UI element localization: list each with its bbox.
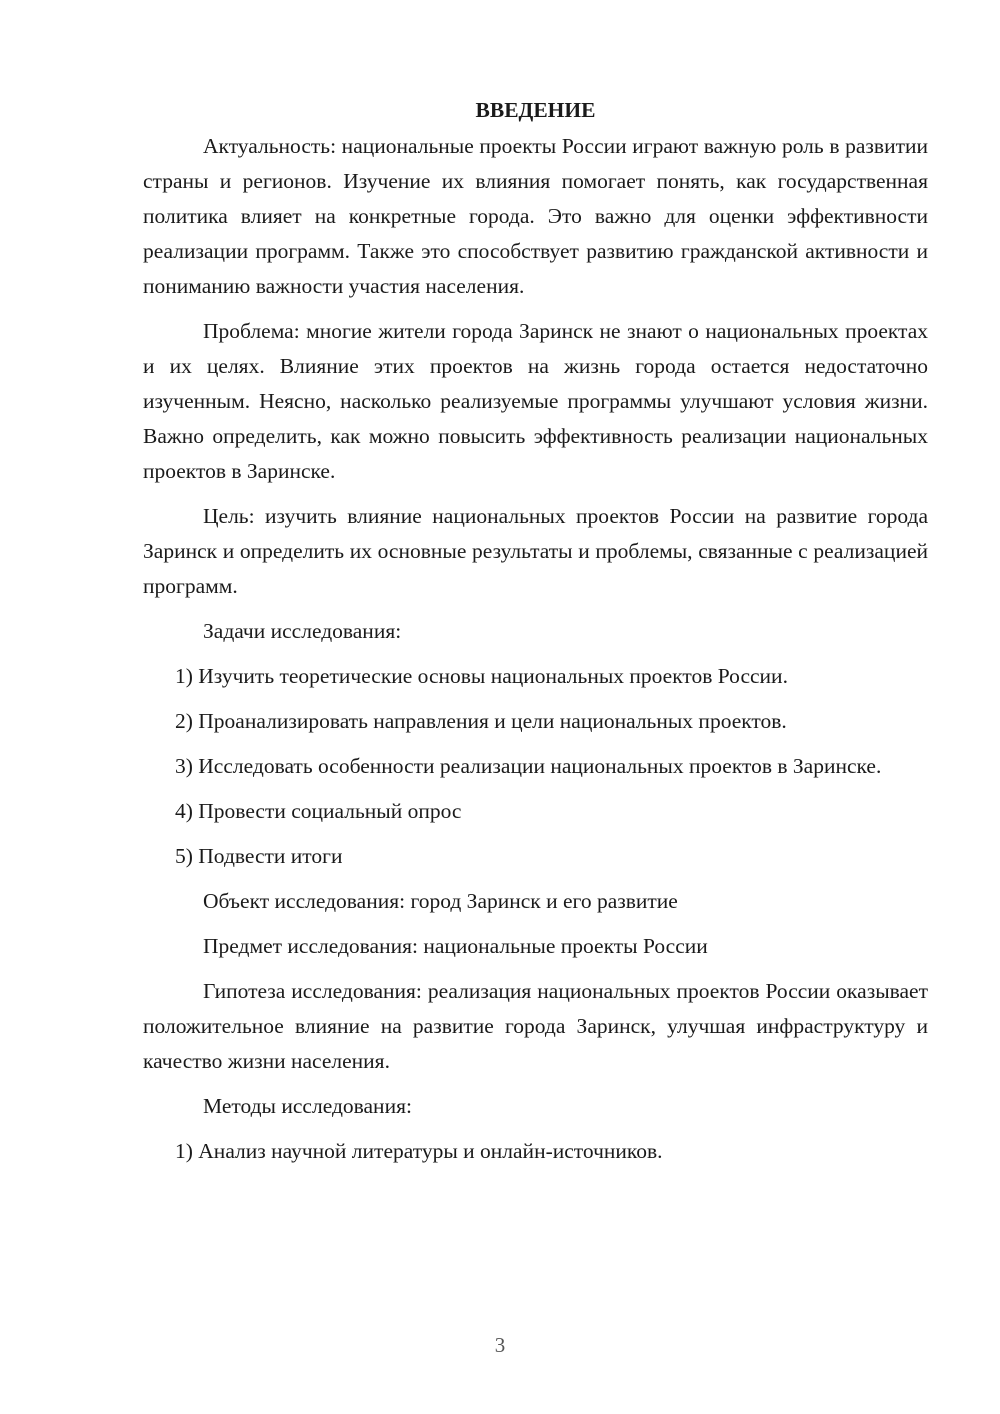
tasks-heading: Задачи исследования: [203, 619, 402, 643]
task-item: 5) Подвести итоги [175, 844, 343, 868]
task-item: 4) Провести социальный опрос [175, 799, 462, 823]
methods-heading: Методы исследования: [203, 1094, 412, 1118]
section-title: ВВЕДЕНИЕ [475, 98, 596, 122]
task-item: 2) Проанализировать направления и цели национальных проектов. [175, 709, 787, 733]
hypothesis-paragraph: Гипотеза исследования: реализация национальных проектов России оказывает положительное влияние на развитие города Заринск, улучшая инфраструктуру и качество жизни населения. [143, 979, 928, 1073]
method-item: 1) Анализ научной литературы и онлайн-источников. [175, 1139, 663, 1163]
problem-paragraph: Проблема: многие жители города Заринск не знают о национальных проектах и их целях. Влияние этих проектов на жизнь города остается недостаточно изученным. Неясно, насколько реализуемые программы улучшают условия жизни. Важно определить, как можно повысить эффективность реализации национальных проектов в Заринске. [143, 319, 928, 483]
page-number: 3 [494, 1333, 506, 1357]
document-page [143, 95, 928, 1179]
task-item: 1) Изучить теоретические основы национальных проектов России. [175, 664, 788, 688]
object-line: Объект исследования: город Заринск и его развитие [203, 889, 678, 913]
goal-paragraph: Цель: изучить влияние национальных проектов России на развитие города Заринск и определить их основные результаты и проблемы, связанные с реализацией программ. [143, 504, 928, 598]
relevance-paragraph: Актуальность: национальные проекты России играют важную роль в развитии страны и регионов. Изучение их влияния помогает понять, как государственная политика влияет на конкретные города. Это важно для оценки эффективности реализации программ. Также это способствует развитию гражданской активности и пониманию важности участия населения. [143, 134, 928, 298]
subject-line: Предмет исследования: национальные проекты России [203, 934, 708, 958]
task-item: 3) Исследовать особенности реализации национальных проектов в Заринске. [175, 754, 882, 778]
